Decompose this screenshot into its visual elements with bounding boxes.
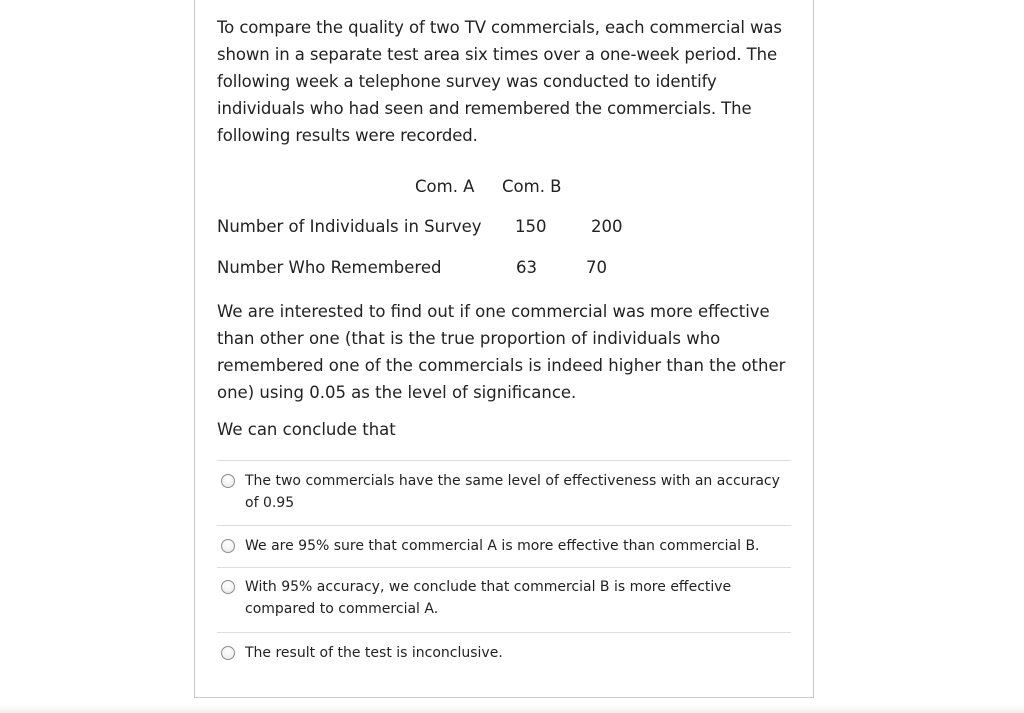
radio-button[interactable] (221, 539, 235, 553)
answer-option-label: The two commercials have the same level of effectiveness with an accuracy of 0.95 (245, 473, 780, 511)
answer-option-label: We are 95% sure that commercial A is more effective than commercial B. (245, 538, 760, 554)
results-table (217, 165, 802, 287)
row-label-remembered: Number Who Remembered (217, 258, 442, 277)
header-com-b: Com. B (502, 177, 562, 196)
radio-button[interactable] (221, 580, 235, 594)
question-text: To compare the quality of two TV commercials, each commercial was shown in a separate test area six times over a one-week period. The following week a telephone survey was conducted to identify individuals who had seen and remembered the commercials. The following results were recorded. (217, 18, 782, 145)
answer-option-2[interactable] (217, 526, 791, 568)
radio-button[interactable] (221, 646, 235, 660)
prompt-text: We are interested to find out if one commercial was more effective than other one (that is the true proportion of individuals who remembered one of the commercials is indeed higher than the other one) using 0.05 as the level of significance. (217, 302, 786, 402)
radio-button[interactable] (221, 474, 235, 488)
value-remembered-b: 70 (586, 258, 607, 277)
answer-option-4[interactable] (217, 633, 791, 673)
answer-option-3[interactable] (217, 568, 791, 633)
page-bottom-edge (0, 705, 1024, 713)
value-individuals-b: 200 (591, 217, 623, 236)
value-remembered-a: 63 (516, 258, 537, 277)
answer-options (217, 460, 791, 673)
answer-option-label: With 95% accuracy, we conclude that commercial B is more effective compared to commercial A. (245, 579, 732, 617)
conclude-text: We can conclude that (217, 420, 396, 439)
question-content (217, 14, 802, 439)
header-com-a: Com. A (415, 177, 475, 196)
answer-option-1[interactable] (217, 461, 791, 526)
row-label-individuals: Number of Individuals in Survey (217, 217, 482, 236)
value-individuals-a: 150 (515, 217, 547, 236)
answer-option-label: The result of the test is inconclusive. (245, 645, 503, 661)
